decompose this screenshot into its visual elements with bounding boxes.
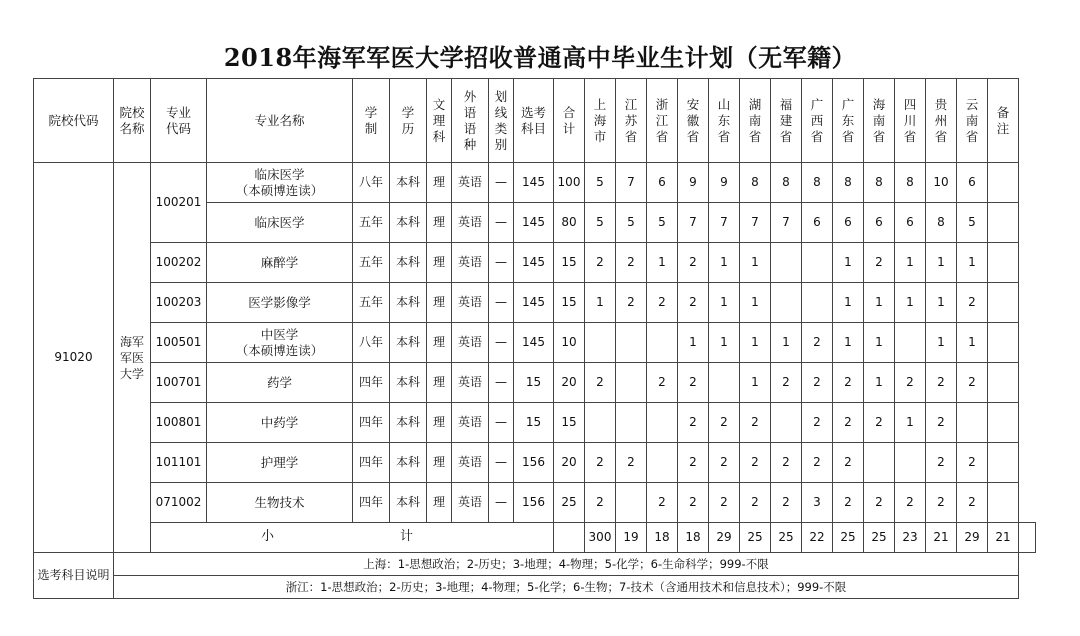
province-quota-cell: [802, 243, 833, 283]
province-quota-cell: 1: [740, 243, 771, 283]
language-cell: 英语: [452, 323, 489, 363]
duration-cell: 四年: [353, 403, 390, 443]
header-province: 四川省: [895, 79, 926, 163]
total-cell: 15: [554, 283, 585, 323]
province-quota-cell: [585, 403, 616, 443]
province-quota-cell: 8: [771, 163, 802, 203]
total-cell: 15: [554, 243, 585, 283]
table-row: [34, 403, 1036, 443]
subtotal-province-cell: 18: [647, 523, 678, 553]
language-cell: 英语: [452, 163, 489, 203]
province-quota-cell: 2: [678, 403, 709, 443]
major-name: 护理学: [207, 443, 353, 483]
province-quota-cell: 8: [895, 163, 926, 203]
header-school-code: 院校代码: [34, 79, 114, 163]
remark-cell: [988, 163, 1019, 203]
province-quota-cell: 1: [709, 323, 740, 363]
language-cell: 英语: [452, 283, 489, 323]
province-quota-cell: [802, 283, 833, 323]
province-quota-cell: [895, 323, 926, 363]
major-name: 生物技术: [207, 483, 353, 523]
header-remark: 备注: [988, 79, 1019, 163]
province-quota-cell: 8: [833, 163, 864, 203]
remark-cell: [988, 443, 1019, 483]
school-code: 91020: [34, 163, 114, 553]
major-code: 100203: [151, 283, 207, 323]
header-province: 福建省: [771, 79, 802, 163]
arts-sci-cell: 理: [427, 363, 452, 403]
header-line-type: 划线类别: [489, 79, 514, 163]
line-type-cell: —: [489, 483, 514, 523]
province-quota-cell: [585, 323, 616, 363]
province-quota-cell: 2: [771, 363, 802, 403]
province-quota-cell: 2: [678, 483, 709, 523]
table-row: [34, 243, 1036, 283]
language-cell: 英语: [452, 243, 489, 283]
province-quota-cell: 2: [957, 443, 988, 483]
header-duration: 学制: [353, 79, 390, 163]
duration-cell: 四年: [353, 443, 390, 483]
province-quota-cell: [616, 323, 647, 363]
province-quota-cell: 3: [802, 483, 833, 523]
degree-cell: 本科: [390, 203, 427, 243]
table-row: [34, 283, 1036, 323]
province-quota-cell: 1: [678, 323, 709, 363]
province-quota-cell: 1: [864, 323, 895, 363]
header-school-name: 院校名称: [114, 79, 151, 163]
province-quota-cell: 7: [616, 163, 647, 203]
subjects-cell: 145: [514, 203, 554, 243]
duration-cell: 五年: [353, 243, 390, 283]
school-name: 海军军医大学: [114, 163, 151, 553]
enrollment-plan-table: [33, 78, 1036, 599]
province-quota-cell: 8: [802, 163, 833, 203]
header-row: [34, 79, 1036, 163]
header-province: 云南省: [957, 79, 988, 163]
province-quota-cell: 6: [647, 163, 678, 203]
language-cell: 英语: [452, 443, 489, 483]
major-name: 药学: [207, 363, 353, 403]
arts-sci-cell: 理: [427, 443, 452, 483]
subtotal-province-cell: 29: [709, 523, 740, 553]
province-quota-cell: 2: [895, 483, 926, 523]
province-quota-cell: [771, 243, 802, 283]
province-quota-cell: 1: [771, 323, 802, 363]
major-name: 麻醉学: [207, 243, 353, 283]
province-quota-cell: 7: [709, 203, 740, 243]
province-quota-cell: 5: [585, 203, 616, 243]
subtotal-remark: [1019, 523, 1036, 553]
subtotal-province-cell: 25: [740, 523, 771, 553]
total-cell: 100: [554, 163, 585, 203]
province-quota-cell: 2: [678, 363, 709, 403]
subjects-cell: 145: [514, 323, 554, 363]
province-quota-cell: 2: [616, 283, 647, 323]
language-cell: 英语: [452, 403, 489, 443]
subtotal-province-cell: 23: [895, 523, 926, 553]
subtotal-subjects: [554, 523, 585, 553]
subtotal-province-cell: 25: [833, 523, 864, 553]
province-quota-cell: 1: [740, 323, 771, 363]
province-quota-cell: 6: [957, 163, 988, 203]
remark-cell: [988, 483, 1019, 523]
province-quota-cell: 8: [740, 163, 771, 203]
province-quota-cell: 2: [926, 443, 957, 483]
duration-cell: 五年: [353, 283, 390, 323]
arts-sci-cell: 理: [427, 403, 452, 443]
province-quota-cell: 9: [709, 163, 740, 203]
province-quota-cell: 2: [926, 403, 957, 443]
remark-cell: [988, 323, 1019, 363]
duration-cell: 四年: [353, 483, 390, 523]
subtotal-label: 小 计: [151, 523, 554, 553]
province-quota-cell: 2: [647, 283, 678, 323]
major-name: 医学影像学: [207, 283, 353, 323]
header-province: 海南省: [864, 79, 895, 163]
subjects-cell: 145: [514, 163, 554, 203]
header-province: 上海市: [585, 79, 616, 163]
subjects-cell: 145: [514, 243, 554, 283]
table-row: [34, 443, 1036, 483]
province-quota-cell: 1: [957, 243, 988, 283]
province-quota-cell: 7: [678, 203, 709, 243]
line-type-cell: —: [489, 403, 514, 443]
line-type-cell: —: [489, 443, 514, 483]
province-quota-cell: 2: [616, 243, 647, 283]
header-total: 合计: [554, 79, 585, 163]
duration-cell: 五年: [353, 203, 390, 243]
province-quota-cell: 9: [678, 163, 709, 203]
remark-cell: [988, 203, 1019, 243]
province-quota-cell: 1: [740, 363, 771, 403]
province-quota-cell: 5: [616, 203, 647, 243]
province-quota-cell: 5: [957, 203, 988, 243]
province-quota-cell: 2: [709, 443, 740, 483]
province-quota-cell: [647, 443, 678, 483]
province-quota-cell: 1: [740, 283, 771, 323]
province-quota-cell: 1: [864, 283, 895, 323]
province-quota-cell: [709, 363, 740, 403]
table-row: [34, 363, 1036, 403]
province-quota-cell: 1: [833, 243, 864, 283]
subjects-cell: 15: [514, 363, 554, 403]
province-quota-cell: 2: [864, 243, 895, 283]
line-type-cell: —: [489, 363, 514, 403]
total-cell: 15: [554, 403, 585, 443]
province-quota-cell: [647, 323, 678, 363]
line-type-cell: —: [489, 323, 514, 363]
line-type-cell: —: [489, 163, 514, 203]
province-quota-cell: 2: [678, 443, 709, 483]
province-quota-cell: 2: [895, 363, 926, 403]
province-quota-cell: 1: [833, 283, 864, 323]
province-quota-cell: 6: [895, 203, 926, 243]
province-quota-cell: 10: [926, 163, 957, 203]
language-cell: 英语: [452, 363, 489, 403]
province-quota-cell: 1: [926, 243, 957, 283]
province-quota-cell: 2: [833, 403, 864, 443]
province-quota-cell: 2: [957, 363, 988, 403]
province-quota-cell: 5: [647, 203, 678, 243]
degree-cell: 本科: [390, 323, 427, 363]
major-code: 071002: [151, 483, 207, 523]
degree-cell: 本科: [390, 243, 427, 283]
province-quota-cell: 2: [740, 443, 771, 483]
subjects-cell: 15: [514, 403, 554, 443]
province-quota-cell: [616, 363, 647, 403]
subtotal-province-cell: 21: [926, 523, 957, 553]
province-quota-cell: 1: [926, 323, 957, 363]
header-major-name: 专业名称: [207, 79, 353, 163]
major-name: 临床医学: [207, 203, 353, 243]
notes-label: 选考科目说明: [34, 553, 114, 599]
remark-cell: [988, 403, 1019, 443]
header-language: 外语语种: [452, 79, 489, 163]
notes-zhejiang: 浙江：1-思想政治；2-历史；3-地理；4-物理；5-化学；6-生物；7-技术（含通用技术和信息技术）；999-不限: [114, 576, 1019, 599]
header-arts-sci: 文理科: [427, 79, 452, 163]
arts-sci-cell: 理: [427, 283, 452, 323]
province-quota-cell: [616, 403, 647, 443]
province-quota-cell: 2: [802, 443, 833, 483]
province-quota-cell: [864, 443, 895, 483]
subtotal-total: 300: [585, 523, 616, 553]
header-province: 山东省: [709, 79, 740, 163]
subtotal-province-cell: 25: [864, 523, 895, 553]
major-code: 100501: [151, 323, 207, 363]
province-quota-cell: 2: [616, 443, 647, 483]
province-quota-cell: 2: [864, 483, 895, 523]
arts-sci-cell: 理: [427, 163, 452, 203]
province-quota-cell: 2: [833, 443, 864, 483]
remark-cell: [988, 243, 1019, 283]
total-cell: 10: [554, 323, 585, 363]
province-quota-cell: [647, 403, 678, 443]
subtotal-province-cell: 29: [957, 523, 988, 553]
major-code: 100201: [151, 163, 207, 243]
province-quota-cell: 8: [864, 163, 895, 203]
province-quota-cell: [771, 403, 802, 443]
province-quota-cell: 1: [957, 323, 988, 363]
notes-row: [34, 576, 1036, 599]
line-type-cell: —: [489, 283, 514, 323]
province-quota-cell: 2: [771, 483, 802, 523]
header-province: 湖南省: [740, 79, 771, 163]
subtotal-row: [34, 523, 1036, 553]
province-quota-cell: 2: [740, 403, 771, 443]
province-quota-cell: 2: [771, 443, 802, 483]
province-quota-cell: 2: [864, 403, 895, 443]
province-quota-cell: 6: [833, 203, 864, 243]
line-type-cell: —: [489, 243, 514, 283]
header-province: 江苏省: [616, 79, 647, 163]
duration-cell: 八年: [353, 323, 390, 363]
notes-row: [34, 553, 1036, 576]
province-quota-cell: 2: [740, 483, 771, 523]
header-major-code: 专业代码: [151, 79, 207, 163]
header-province: 安徽省: [678, 79, 709, 163]
province-quota-cell: [616, 483, 647, 523]
line-type-cell: —: [489, 203, 514, 243]
province-quota-cell: 1: [709, 283, 740, 323]
subtotal-province-cell: 19: [616, 523, 647, 553]
province-quota-cell: 1: [585, 283, 616, 323]
major-code: 100801: [151, 403, 207, 443]
province-quota-cell: [771, 283, 802, 323]
province-quota-cell: 2: [957, 283, 988, 323]
degree-cell: 本科: [390, 363, 427, 403]
arts-sci-cell: 理: [427, 203, 452, 243]
province-quota-cell: 2: [802, 323, 833, 363]
province-quota-cell: 2: [585, 483, 616, 523]
province-quota-cell: 7: [771, 203, 802, 243]
header-subjects: 选考科目: [514, 79, 554, 163]
province-quota-cell: 2: [647, 363, 678, 403]
remark-cell: [988, 363, 1019, 403]
province-quota-cell: 2: [678, 283, 709, 323]
page-title: 2018年海军军医大学招收普通高中毕业生计划（无军籍）: [223, 43, 857, 72]
arts-sci-cell: 理: [427, 483, 452, 523]
province-quota-cell: 1: [926, 283, 957, 323]
degree-cell: 本科: [390, 163, 427, 203]
subjects-cell: 145: [514, 283, 554, 323]
total-cell: 80: [554, 203, 585, 243]
province-quota-cell: 2: [585, 363, 616, 403]
province-quota-cell: 1: [895, 283, 926, 323]
subjects-cell: 156: [514, 483, 554, 523]
major-code: 101101: [151, 443, 207, 483]
province-quota-cell: 1: [895, 243, 926, 283]
notes-shanghai: 上海：1-思想政治；2-历史；3-地理；4-物理；5-化学；6-生命科学；999-不限: [114, 553, 1019, 576]
total-cell: 20: [554, 443, 585, 483]
major-code: 100202: [151, 243, 207, 283]
subjects-cell: 156: [514, 443, 554, 483]
province-quota-cell: 2: [926, 483, 957, 523]
province-quota-cell: 2: [647, 483, 678, 523]
language-cell: 英语: [452, 483, 489, 523]
province-quota-cell: 2: [833, 483, 864, 523]
degree-cell: 本科: [390, 443, 427, 483]
degree-cell: 本科: [390, 483, 427, 523]
subtotal-province-cell: 22: [802, 523, 833, 553]
province-quota-cell: 1: [833, 323, 864, 363]
total-cell: 25: [554, 483, 585, 523]
arts-sci-cell: 理: [427, 243, 452, 283]
table-row: [34, 483, 1036, 523]
province-quota-cell: 8: [926, 203, 957, 243]
duration-cell: 八年: [353, 163, 390, 203]
table-row: [34, 163, 1036, 203]
province-quota-cell: 5: [585, 163, 616, 203]
province-quota-cell: 7: [740, 203, 771, 243]
province-quota-cell: 1: [895, 403, 926, 443]
table-row: [34, 323, 1036, 363]
province-quota-cell: [895, 443, 926, 483]
province-quota-cell: 6: [864, 203, 895, 243]
subtotal-province-cell: 25: [771, 523, 802, 553]
province-quota-cell: 2: [585, 443, 616, 483]
degree-cell: 本科: [390, 403, 427, 443]
province-quota-cell: 6: [802, 203, 833, 243]
major-name: 中医学 （本硕博连读）: [207, 323, 353, 363]
total-cell: 20: [554, 363, 585, 403]
header-degree: 学历: [390, 79, 427, 163]
subtotal-province-cell: 21: [988, 523, 1019, 553]
province-quota-cell: 2: [957, 483, 988, 523]
province-quota-cell: 2: [709, 403, 740, 443]
province-quota-cell: 2: [802, 363, 833, 403]
major-code: 100701: [151, 363, 207, 403]
arts-sci-cell: 理: [427, 323, 452, 363]
province-quota-cell: [957, 403, 988, 443]
province-quota-cell: 1: [647, 243, 678, 283]
province-quota-cell: 2: [802, 403, 833, 443]
language-cell: 英语: [452, 203, 489, 243]
duration-cell: 四年: [353, 363, 390, 403]
province-quota-cell: 2: [709, 483, 740, 523]
subtotal-province-cell: 18: [678, 523, 709, 553]
province-quota-cell: 2: [585, 243, 616, 283]
remark-cell: [988, 283, 1019, 323]
header-province: 广东省: [833, 79, 864, 163]
province-quota-cell: 2: [833, 363, 864, 403]
degree-cell: 本科: [390, 283, 427, 323]
header-province: 贵州省: [926, 79, 957, 163]
major-name: 中药学: [207, 403, 353, 443]
province-quota-cell: 1: [709, 243, 740, 283]
header-province: 广西省: [802, 79, 833, 163]
header-province: 浙江省: [647, 79, 678, 163]
major-name: 临床医学 （本硕博连读）: [207, 163, 353, 203]
province-quota-cell: 1: [864, 363, 895, 403]
province-quota-cell: 2: [678, 243, 709, 283]
province-quota-cell: 2: [926, 363, 957, 403]
